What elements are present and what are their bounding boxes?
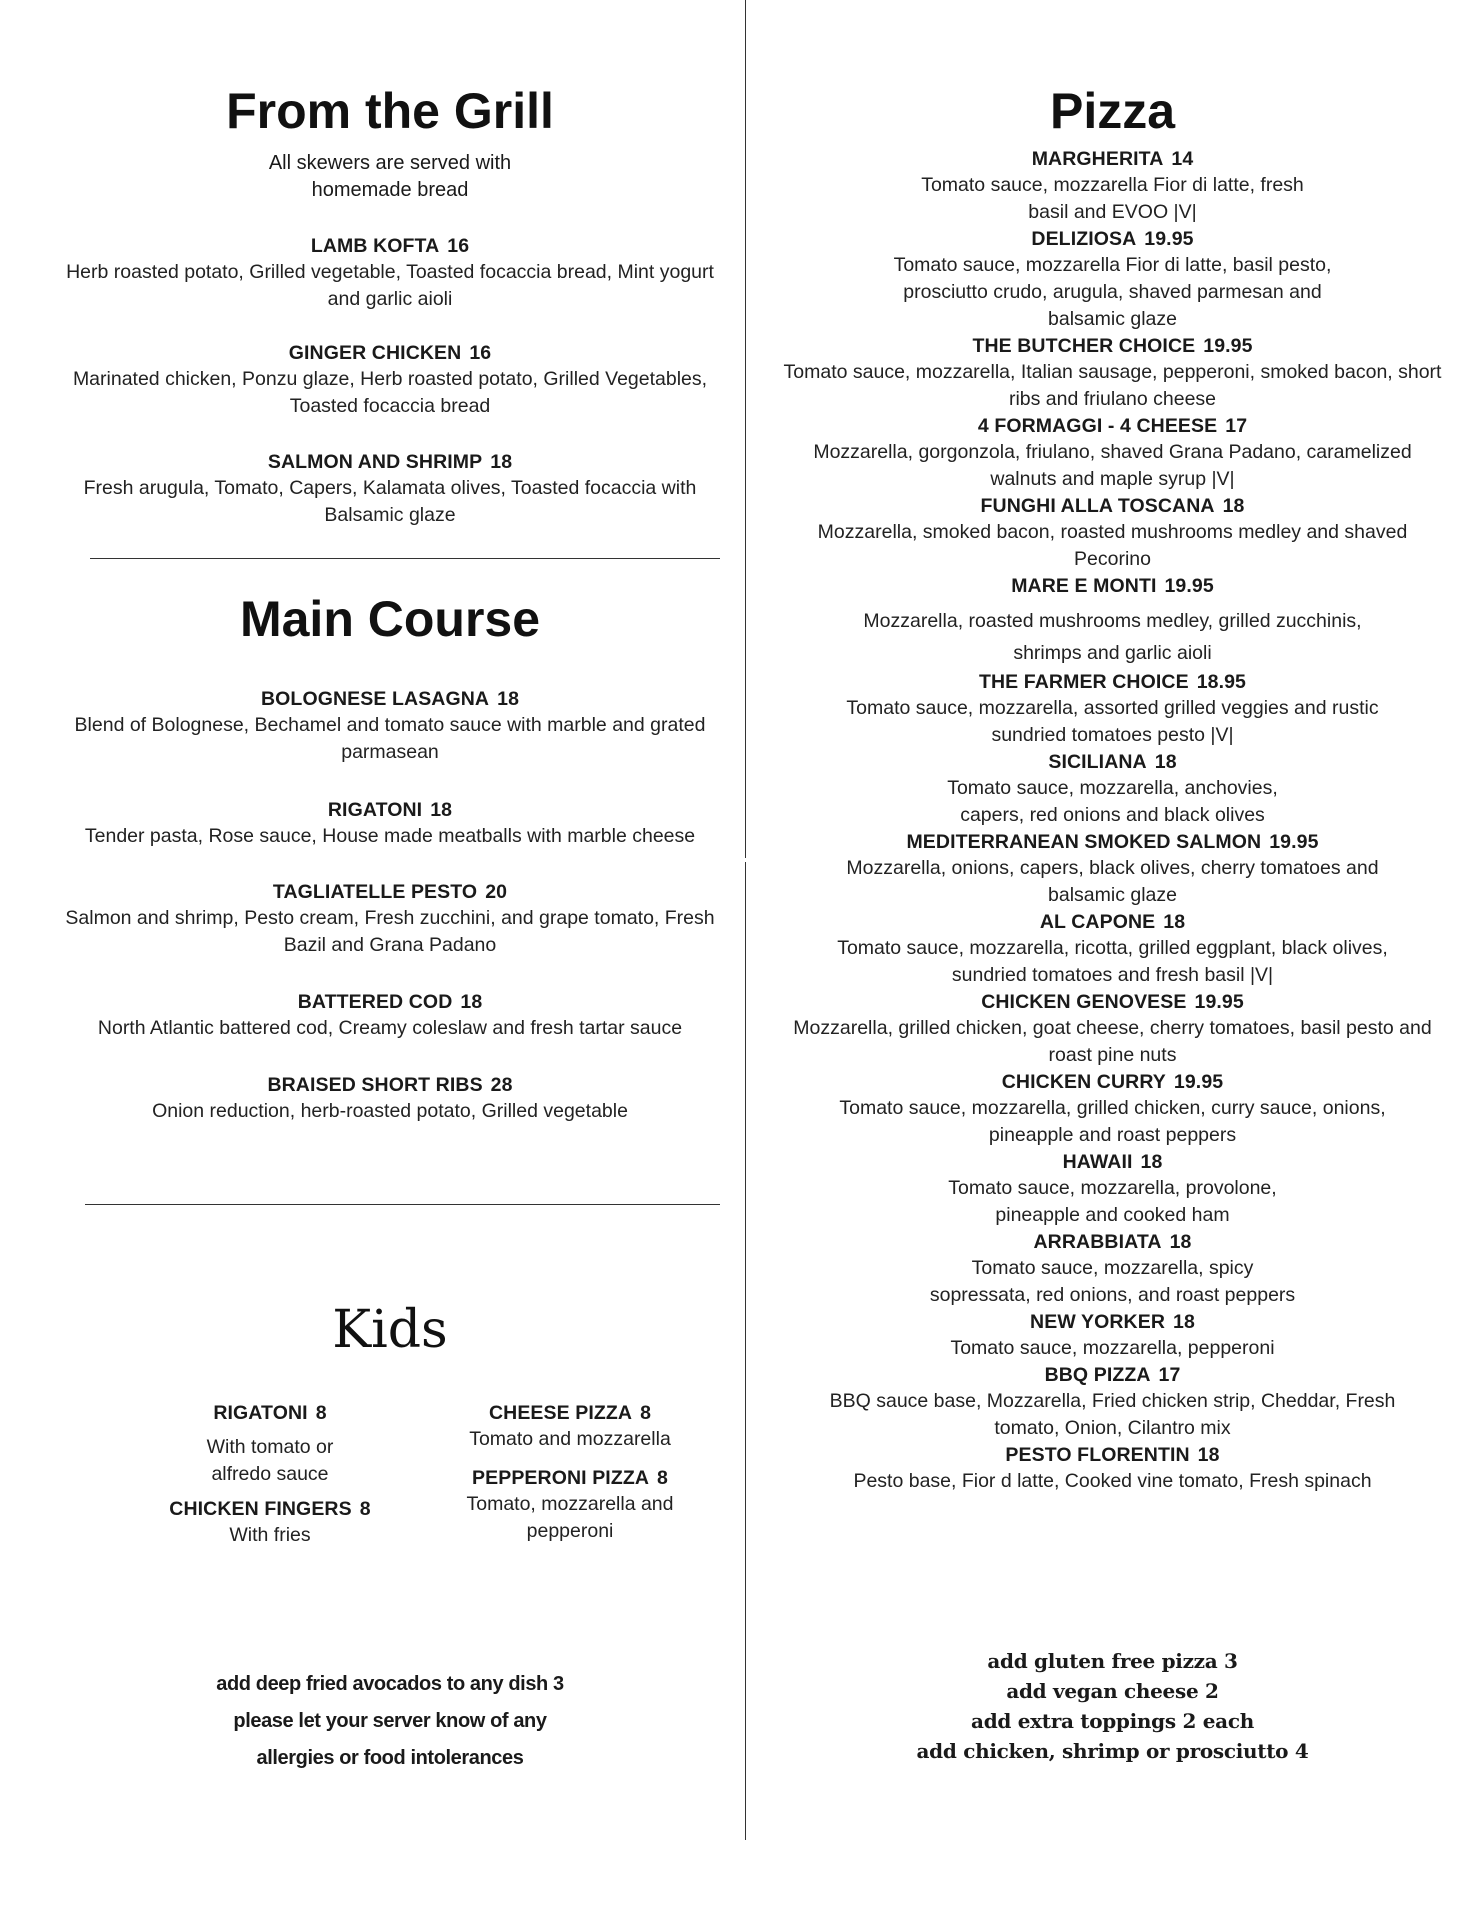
- center-divider: [745, 0, 746, 1840]
- pizza-title: Pizza: [1049, 83, 1176, 139]
- menu-item: [770, 669, 1455, 749]
- item-price: 19.95: [1194, 991, 1244, 1013]
- item-price: 16: [447, 235, 470, 257]
- item-desc: Tomato sauce, mozzarella, assorted grilled veggies and rustic sundried tomatoes pesto |V|: [846, 697, 1379, 746]
- item-name: RIGATONI: [327, 799, 423, 821]
- item-desc: Onion reduction, herb-roasted potato, Grilled vegetable: [152, 1100, 628, 1122]
- item-price: 19.95: [1203, 335, 1253, 357]
- item-name: CHICKEN CURRY: [1001, 1071, 1166, 1093]
- item-desc: Tomato sauce, mozzarella, grilled chicken, curry sauce, onions, pineapple and roast peppers: [839, 1097, 1386, 1146]
- divider-gap: [743, 858, 748, 862]
- menu-item: [770, 749, 1455, 829]
- section-rule: [90, 558, 720, 559]
- menu-item: [770, 1442, 1455, 1495]
- kids-title: Kids: [332, 1300, 448, 1360]
- item-name: BBQ PIZZA: [1044, 1364, 1151, 1386]
- menu-item: [770, 1069, 1455, 1149]
- menu-item: [50, 340, 730, 420]
- menu-item: [770, 1362, 1455, 1442]
- item-price: 18: [1169, 1231, 1192, 1253]
- item-desc: Fresh arugula, Tomato, Capers, Kalamata olives, Toasted focaccia with Balsamic glaze: [83, 477, 697, 526]
- item-price: 19.95: [1173, 1071, 1224, 1093]
- item-price: 28: [490, 1074, 513, 1096]
- footer-line: add chicken, shrimp or prosciutto 4: [916, 1739, 1309, 1763]
- item-desc: Tomato and mozzarella: [469, 1428, 671, 1450]
- menu-item: [770, 829, 1455, 909]
- item-price: 18: [1154, 751, 1177, 773]
- item-desc: Mozzarella, grilled chicken, goat cheese, cherry tomatoes, basil pesto and roast pine nuts: [793, 1017, 1432, 1066]
- item-desc: Mozzarella, smoked bacon, roasted mushrooms medley and shaved Pecorino: [817, 521, 1408, 570]
- item-desc: Tomato sauce, mozzarella, pepperoni: [950, 1337, 1275, 1359]
- menu-item: [770, 493, 1455, 573]
- item-desc: Tomato sauce, mozzarella, spicy sopressata, red onions, and roast peppers: [929, 1257, 1296, 1306]
- item-price: 17: [1225, 415, 1248, 437]
- item-desc: With tomato or alfredo sauce: [206, 1436, 334, 1485]
- item-name: CHICKEN GENOVESE: [981, 991, 1187, 1013]
- item-desc: Tender pasta, Rose sauce, House made meatballs with marble cheese: [84, 825, 696, 847]
- item-name: 4 FORMAGGI - 4 CHEESE: [977, 415, 1218, 437]
- item-desc: Herb roasted potato, Grilled vegetable, Toasted focaccia bread, Mint yogurt and garlic aioli: [66, 261, 714, 310]
- pizza-list: [770, 146, 1455, 1495]
- item-desc: Tomato sauce, mozzarella, ricotta, grilled eggplant, black olives, sundried tomatoes and fresh basil |V|: [837, 937, 1388, 986]
- left-footer: [50, 1666, 730, 1777]
- item-name: SALMON AND SHRIMP: [267, 451, 483, 473]
- menu-item: [770, 146, 1455, 226]
- menu-item: [770, 989, 1455, 1069]
- item-price: 8: [359, 1498, 371, 1520]
- menu-item: [770, 1229, 1455, 1309]
- item-price: 18: [1222, 495, 1245, 517]
- item-name: PEPPERONI PIZZA: [472, 1467, 650, 1489]
- menu-item: [50, 879, 730, 959]
- item-desc: Tomato sauce, mozzarella Fior di latte, fresh basil and EVOO |V|: [921, 174, 1304, 223]
- item-price: 18: [1197, 1444, 1220, 1466]
- footer-line: add vegan cheese 2: [1006, 1679, 1219, 1703]
- item-price: 8: [640, 1402, 652, 1424]
- item-price: 20: [485, 881, 508, 903]
- item-price: 19.95: [1269, 831, 1319, 853]
- menu-item: [50, 797, 730, 850]
- menu-item: [770, 909, 1455, 989]
- item-name: BOLOGNESE LASAGNA: [260, 688, 490, 710]
- menu-item: [770, 1309, 1455, 1362]
- item-desc: Tomato, mozzarella and pepperoni: [466, 1493, 674, 1542]
- item-desc: North Atlantic battered cod, Creamy coleslaw and fresh tartar sauce: [97, 1017, 683, 1039]
- item-desc: Salmon and shrimp, Pesto cream, Fresh zucchini, and grape tomato, Fresh Bazil and Grana Padano: [65, 907, 715, 956]
- item-price: 18: [1140, 1151, 1163, 1173]
- menu-item: [50, 989, 730, 1042]
- item-name: FUNGHI ALLA TOSCANA: [980, 495, 1215, 517]
- kids-left-column: [140, 1400, 400, 1561]
- item-name: MARGHERITA: [1031, 148, 1164, 170]
- menu-item: [770, 1149, 1455, 1229]
- section-rule: [85, 1204, 720, 1205]
- kids-right-column: [435, 1400, 705, 1557]
- menu-item: [140, 1496, 400, 1549]
- item-price: 8: [315, 1402, 327, 1424]
- item-price: 18: [490, 451, 513, 473]
- item-desc: Tomato sauce, mozzarella Fior di latte, basil pesto, prosciutto crudo, arugula, shaved parmesan and balsamic glaze: [893, 254, 1332, 330]
- item-name: CHEESE PIZZA: [488, 1402, 633, 1424]
- item-desc: Mozzarella, onions, capers, black olives, cherry tomatoes and balsamic glaze: [846, 857, 1379, 906]
- menu-item: [435, 1465, 705, 1545]
- item-name: MEDITERRANEAN SMOKED SALMON: [906, 831, 1262, 853]
- item-desc: Mozzarella, gorgonzola, friulano, shaved Grana Padano, caramelized walnuts and maple syrup |V|: [813, 441, 1412, 490]
- menu-item: [50, 1072, 730, 1125]
- item-price: 16: [469, 342, 492, 364]
- menu-item: [50, 449, 730, 529]
- item-price: 19.95: [1144, 228, 1194, 250]
- item-name: MARE E MONTI: [1011, 575, 1157, 597]
- item-name: BATTERED COD: [297, 991, 453, 1013]
- grill-note: All skewers are served with homemade bread: [268, 152, 512, 201]
- footer-line: add extra toppings 2 each: [971, 1709, 1254, 1733]
- footer-line: add gluten free pizza 3: [987, 1649, 1238, 1673]
- item-desc: Tomato sauce, mozzarella, provolone, pineapple and cooked ham: [948, 1177, 1277, 1226]
- menu-item: [770, 413, 1455, 493]
- menu-item: [50, 686, 730, 766]
- menu-item: [770, 226, 1455, 333]
- item-name: DELIZIOSA: [1031, 228, 1137, 250]
- grill-title: From the Grill: [226, 83, 554, 139]
- right-footer: [770, 1646, 1455, 1766]
- footer-line: add deep fried avocados to any dish 3: [216, 1673, 564, 1695]
- menu-item: [435, 1400, 705, 1453]
- item-price: 18: [497, 688, 520, 710]
- item-desc: Tomato sauce, mozzarella, Italian sausage, pepperoni, smoked bacon, short ribs and friulano cheese: [783, 361, 1442, 410]
- item-name: BRAISED SHORT RIBS: [267, 1074, 483, 1096]
- item-name: RIGATONI: [213, 1402, 308, 1424]
- menu-item: [50, 233, 730, 313]
- item-name: THE FARMER CHOICE: [978, 671, 1189, 693]
- item-name: NEW YORKER: [1030, 1311, 1166, 1333]
- item-price: 18: [430, 799, 453, 821]
- footer-line: allergies or food intolerances: [256, 1747, 524, 1769]
- item-name: TAGLIATELLE PESTO: [272, 881, 478, 903]
- item-desc: Tomato sauce, mozzarella, anchovies, capers, red onions and black olives: [947, 777, 1278, 826]
- item-price: 18: [1163, 911, 1186, 933]
- item-name: SICILIANA: [1048, 751, 1147, 773]
- item-price: 17: [1158, 1364, 1181, 1386]
- item-price: 18.95: [1196, 671, 1247, 693]
- item-price: 19.95: [1164, 575, 1214, 597]
- item-desc: Blend of Bolognese, Bechamel and tomato sauce with marble and grated parmasean: [74, 714, 706, 763]
- item-name: LAMB KOFTA: [310, 235, 440, 257]
- item-name: PESTO FLORENTIN: [1005, 1444, 1190, 1466]
- item-desc: Marinated chicken, Ponzu glaze, Herb roasted potato, Grilled Vegetables, Toasted focaccia bread: [72, 368, 708, 417]
- main-title: Main Course: [239, 591, 541, 647]
- item-price: 18: [460, 991, 483, 1013]
- item-name: AL CAPONE: [1039, 911, 1156, 933]
- item-price: 18: [1173, 1311, 1195, 1333]
- item-price: 14: [1171, 148, 1194, 170]
- footer-line: please let your server know of any: [233, 1710, 547, 1732]
- item-name: CHICKEN FINGERS: [169, 1498, 352, 1520]
- menu-item: [770, 573, 1455, 669]
- item-desc: With fries: [229, 1524, 311, 1546]
- item-name: ARRABBIATA: [1033, 1231, 1162, 1253]
- item-desc: BBQ sauce base, Mozzarella, Fried chicken strip, Cheddar, Fresh tomato, Onion, Cilantro mix: [829, 1390, 1396, 1439]
- item-desc: Mozzarella, roasted mushrooms medley, grilled zucchinis, shrimps and garlic aioli: [863, 610, 1362, 664]
- item-name: THE BUTCHER CHOICE: [972, 335, 1196, 357]
- item-name: GINGER CHICKEN: [288, 342, 462, 364]
- item-name: HAWAII: [1062, 1151, 1133, 1173]
- menu-item: [140, 1400, 400, 1488]
- item-price: 8: [657, 1467, 668, 1489]
- item-desc: Pesto base, Fior d latte, Cooked vine tomato, Fresh spinach: [853, 1470, 1372, 1492]
- menu-item: [770, 333, 1455, 413]
